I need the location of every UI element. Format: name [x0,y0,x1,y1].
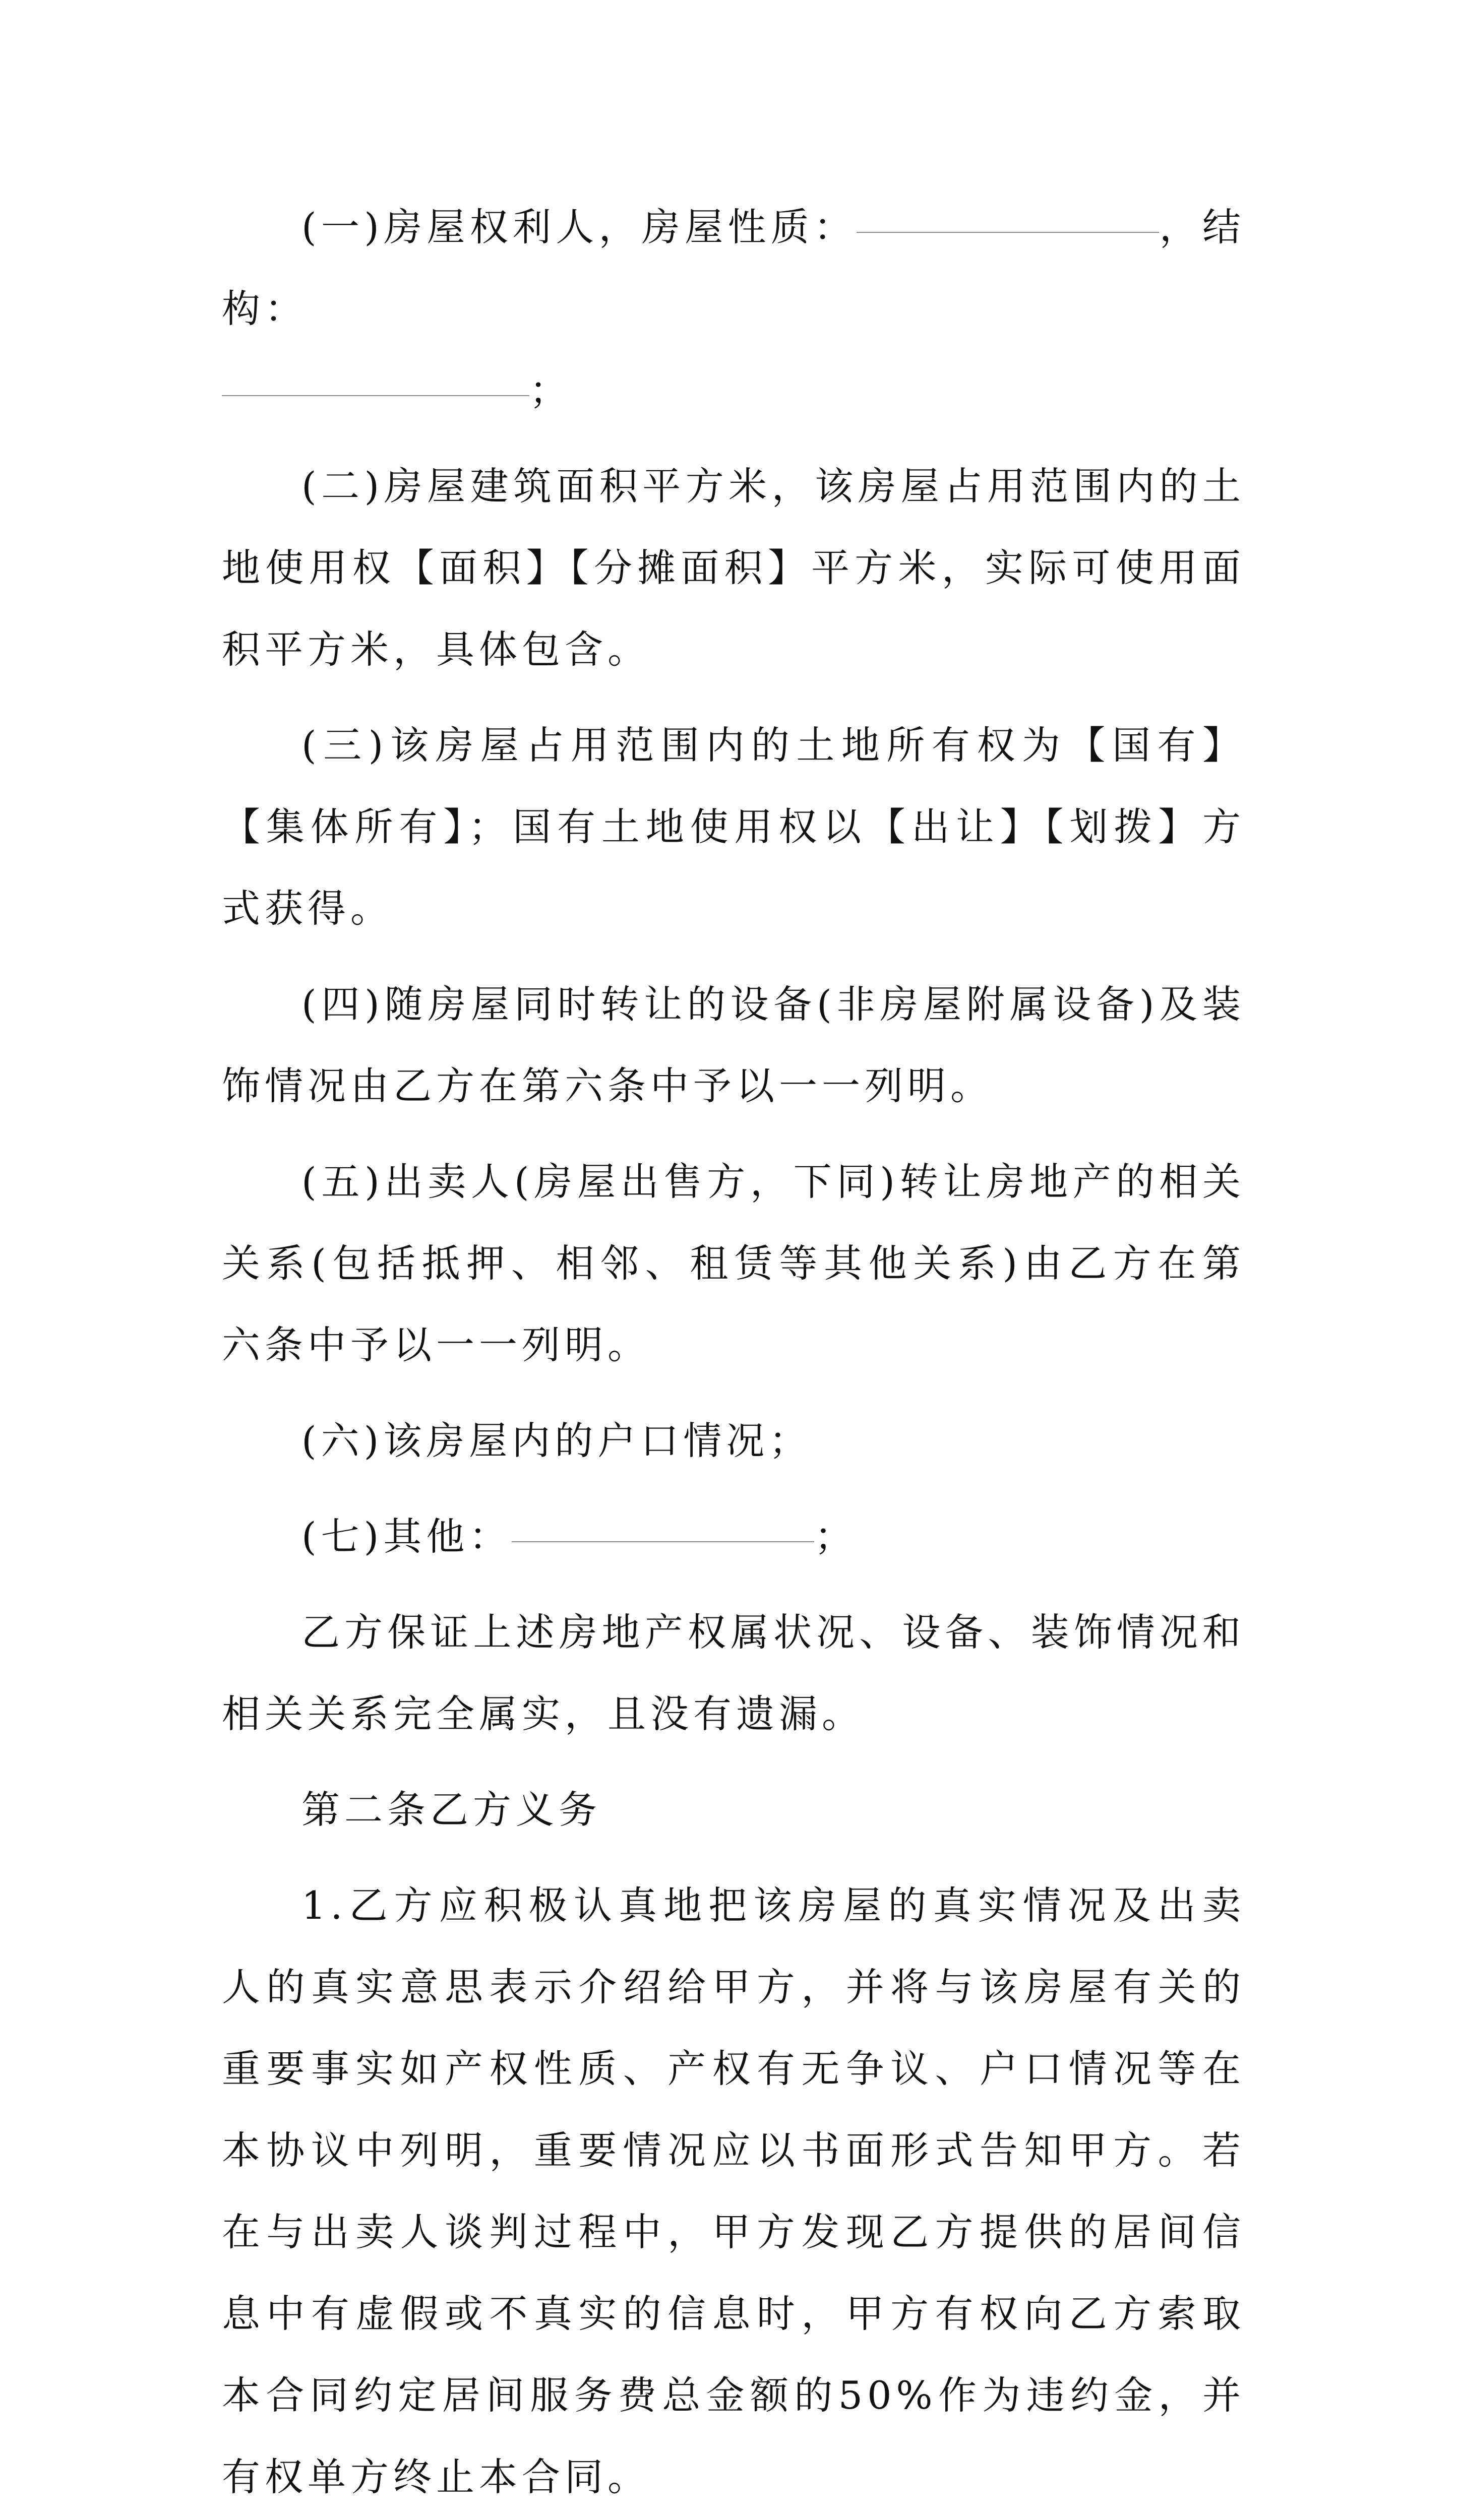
clause-5-relations: (五)出卖人(房屋出售方，下同)转让房地产的相关关系(包括抵押、相邻、租赁等其他关系)由乙方在第六条中予以一一列明。 [222,1159,1245,1367]
clause-3-land-ownership: (三)该房屋占用范围内的土地所有权为【国有】【集体所有】；国有土地使用权以【出让】【划拨】方式获得。 [222,723,1245,931]
clause-1-structure-label: ，结构： [222,205,1245,331]
structure-blank [222,391,529,396]
clause-7-other [222,1496,1245,1578]
clause-1-text: (一)房屋权利人，房屋性质： [301,205,857,249]
clause-1-structure-line [222,350,1245,431]
other-blank [512,1537,814,1542]
clause-7-label: (七)其他： [301,1514,512,1559]
document-page [222,186,1245,2520]
article-2-item-1: 1.乙方应积极认真地把该房屋的真实情况及出卖人的真实意思表示介绍给甲方，并将与该房屋有关的重要事实如产权性质、产权有无争议、户口情况等在本协议中列明，重要情况应以书面形式告知甲方。若在与出卖人谈判过程中，甲方发现乙方提供的居间信息中有虚假或不真实的信息时，甲方有权向乙方索取本合同约定居间服务费总金额的50%作为违约金，并有权单方终止本合同。 [222,1883,1245,2499]
clause-1-property-nature [222,186,1245,350]
clause-7-end: ； [814,1514,858,1559]
guarantee-paragraph: 乙方保证上述房地产权属状况、设备、装饰情况和相关关系完全属实，且没有遗漏。 [222,1610,1245,1736]
article-2-heading: 第二条乙方义务 [301,1787,601,1832]
clause-1-end: ； [529,368,572,413]
property-nature-blank [857,228,1159,233]
clause-2-area: (二)房屋建筑面积平方米，该房屋占用范围内的土地使用权【面积】【分摊面积】平方米，实际可使用面积平方米，具体包含。 [222,464,1245,672]
clause-6-household: (六)该房屋内的户口情况； [301,1418,812,1463]
clause-4-equipment: (四)随房屋同时转让的设备(非房屋附属设备)及装饰情况由乙方在第六条中予以一一列明。 [222,982,1245,1108]
